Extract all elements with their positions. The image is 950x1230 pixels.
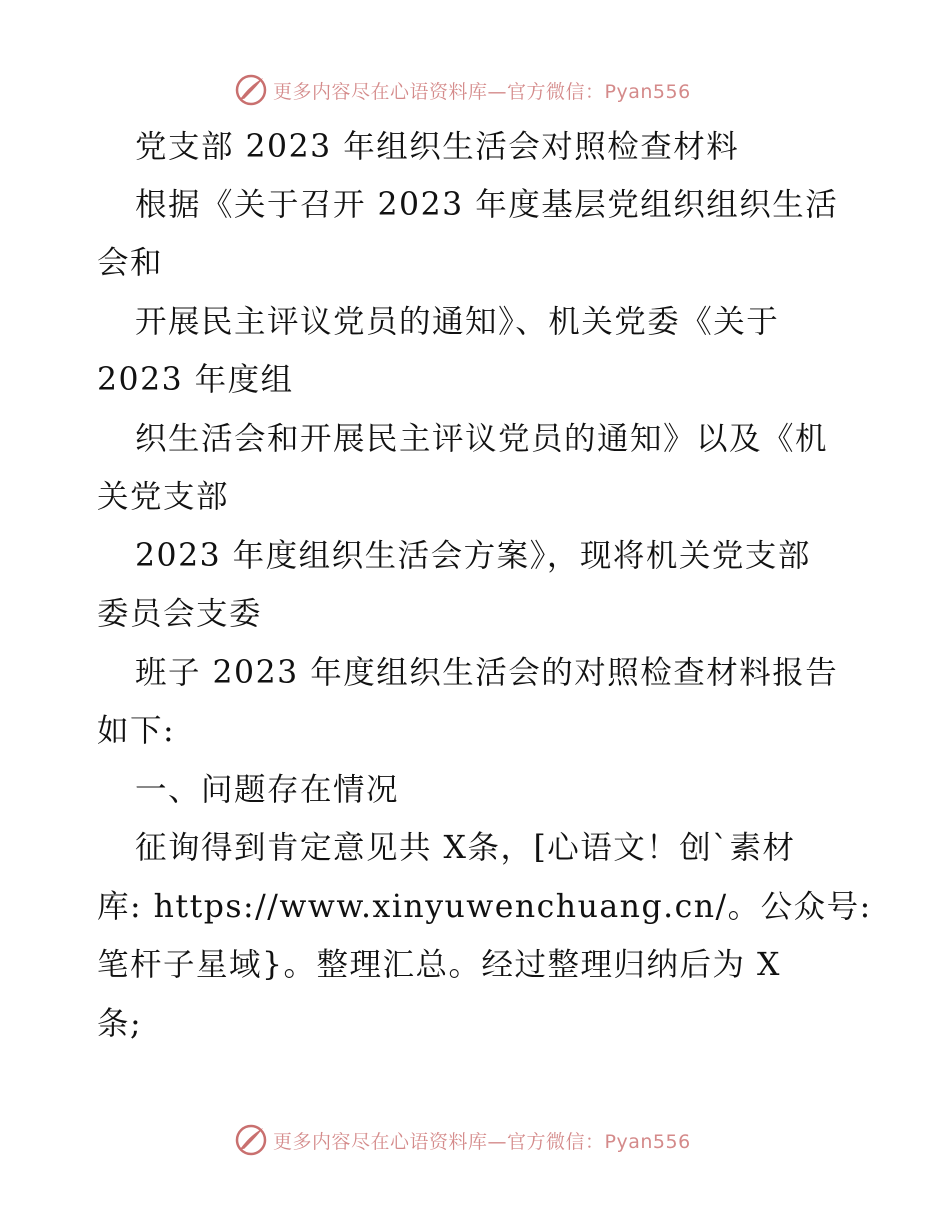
paragraph-line: 库: https://www.xinyuwenchuang.cn/。公众号:: [97, 889, 872, 925]
paragraph-line: 会和: [97, 245, 164, 281]
watermark-text: 更多内容尽在心语资料库—官方微信：Pyan556: [273, 1130, 691, 1153]
paragraph-line: 班子 2023 年度组织生活会的对照检查材料报告: [135, 655, 839, 691]
paragraph-line: 2023 年度组织生活会方案》，现将机关党支部: [135, 538, 811, 574]
paragraph-line: 笔杆子星域}。整理汇总。经过整理归纳后为 X: [97, 947, 781, 983]
paragraph-line: 如下:: [97, 713, 176, 749]
paragraph-line: 委员会支委: [97, 596, 263, 632]
quill-pen-logo-icon: [233, 1122, 269, 1158]
section-heading: 一、问题存在情况: [135, 772, 400, 808]
watermark-footer: [233, 1120, 691, 1160]
paragraph-line: 征询得到肯定意见共 X条，[心语文！创`素材: [135, 830, 796, 866]
paragraph-line: 开展民主评议党员的通知》、机关党委《关于: [135, 304, 780, 340]
paragraph-line: 织生活会和开展民主评议党员的通知》以及《机: [135, 421, 829, 457]
paragraph-line: 2023 年度组: [97, 362, 294, 398]
watermark-text: 更多内容尽在心语资料库—官方微信：Pyan556: [273, 80, 691, 103]
paragraph-line: 条;: [97, 1006, 143, 1042]
paragraph-line: 关党支部: [97, 479, 230, 515]
watermark-header: [233, 70, 691, 110]
quill-pen-logo-icon: [233, 72, 269, 108]
paragraph-line: 根据《关于召开 2023 年度基层党组织组织生活: [135, 187, 839, 223]
document-title: 党支部 2023 年组织生活会对照检查材料: [135, 129, 740, 165]
